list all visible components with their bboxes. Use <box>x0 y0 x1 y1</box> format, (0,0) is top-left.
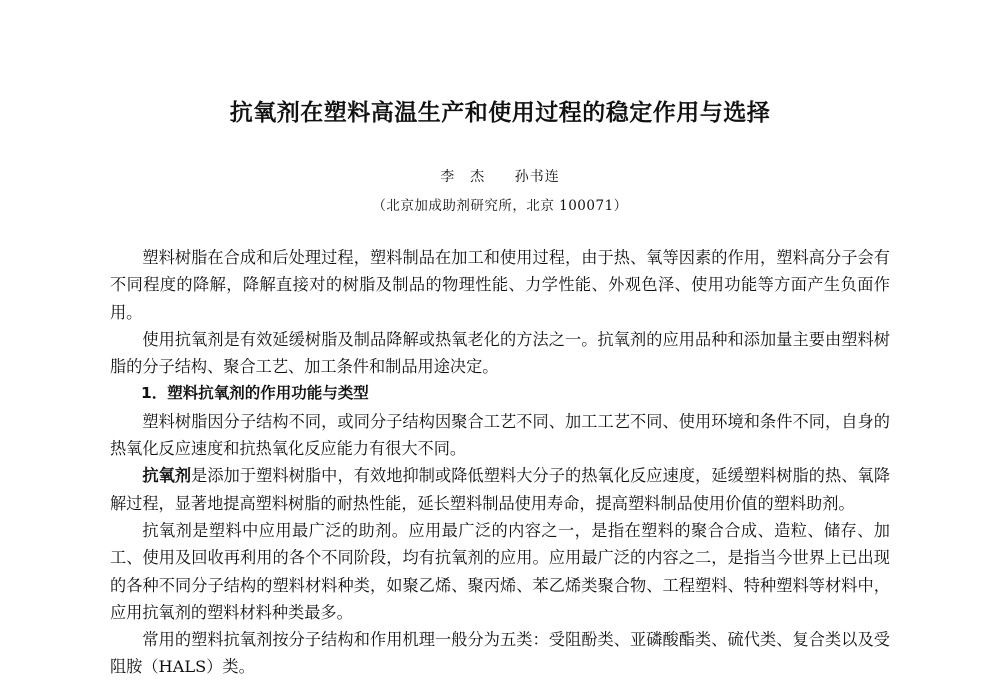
body-text <box>110 244 890 681</box>
paper-title: 抗氧剂在塑料高温生产和使用过程的稳定作用与选择 <box>229 100 771 126</box>
affiliation: （北京加成助剂研究所，北京 100071） <box>372 198 628 214</box>
defined-term: 抗氧剂 <box>142 466 192 486</box>
paragraph: 塑料树脂因分子结构不同，或同分子结构因聚合工艺不同、加工工艺不同、使用环境和条件不同，自身的热氧化反应速度和抗热氧化反应能力有很大不同。 <box>110 411 890 459</box>
paragraph: 常用的塑料抗氧剂按分子结构和作用机理一般分为五类：受阻酚类、亚磷酸酯类、硫代类、复合类以及受阻胺（HALS）类。 <box>110 630 890 677</box>
author-line <box>0 166 1000 186</box>
definition-paragraph <box>110 462 890 517</box>
paragraph: 塑料树脂在合成和后处理过程，塑料制品在加工和使用过程，由于热、氧等因素的作用，塑料高分子会有不同程度的降解，降解直接对的树脂及制品的物理性能、力学性能、外观色泽、使用功能等方面产生负面作用。 <box>110 248 890 322</box>
definition-text: 是添加于塑料树脂中，有效地抑制或降低塑料大分子的热氧化反应速度，延缓塑料树脂的热、氧降解过程，显著地提高塑料树脂的耐热性能，延长塑料制品使用寿命，提高塑料制品使用价值的塑料助剂。 <box>110 466 891 513</box>
paragraph: 抗氧剂是塑料中应用最广泛的助剂。应用最广泛的内容之一，是指在塑料的聚合合成、造粒、储存、加工、使用及回收再利用的各个不同阶段，均有抗氧剂的应用。应用最广泛的内容之二，是指当今世界上已出现的各种不同分子结构的塑料材料种类，如聚乙烯、聚丙烯、苯乙烯类聚合物、工程塑料、特种塑料等材料中，应用抗氧剂的塑料材料种类最多。 <box>110 520 890 622</box>
author-name: 李 杰 <box>440 169 486 185</box>
paragraph: 使用抗氧剂是有效延缓树脂及制品降解或热氧老化的方法之一。抗氧剂的应用品种和添加量主要由塑料树脂的分子结构、聚合工艺、加工条件和制品用途决定。 <box>110 329 890 377</box>
author-name: 孙书连 <box>514 169 560 185</box>
section-heading: 1．塑料抗氧剂的作用功能与类型 <box>141 384 369 403</box>
